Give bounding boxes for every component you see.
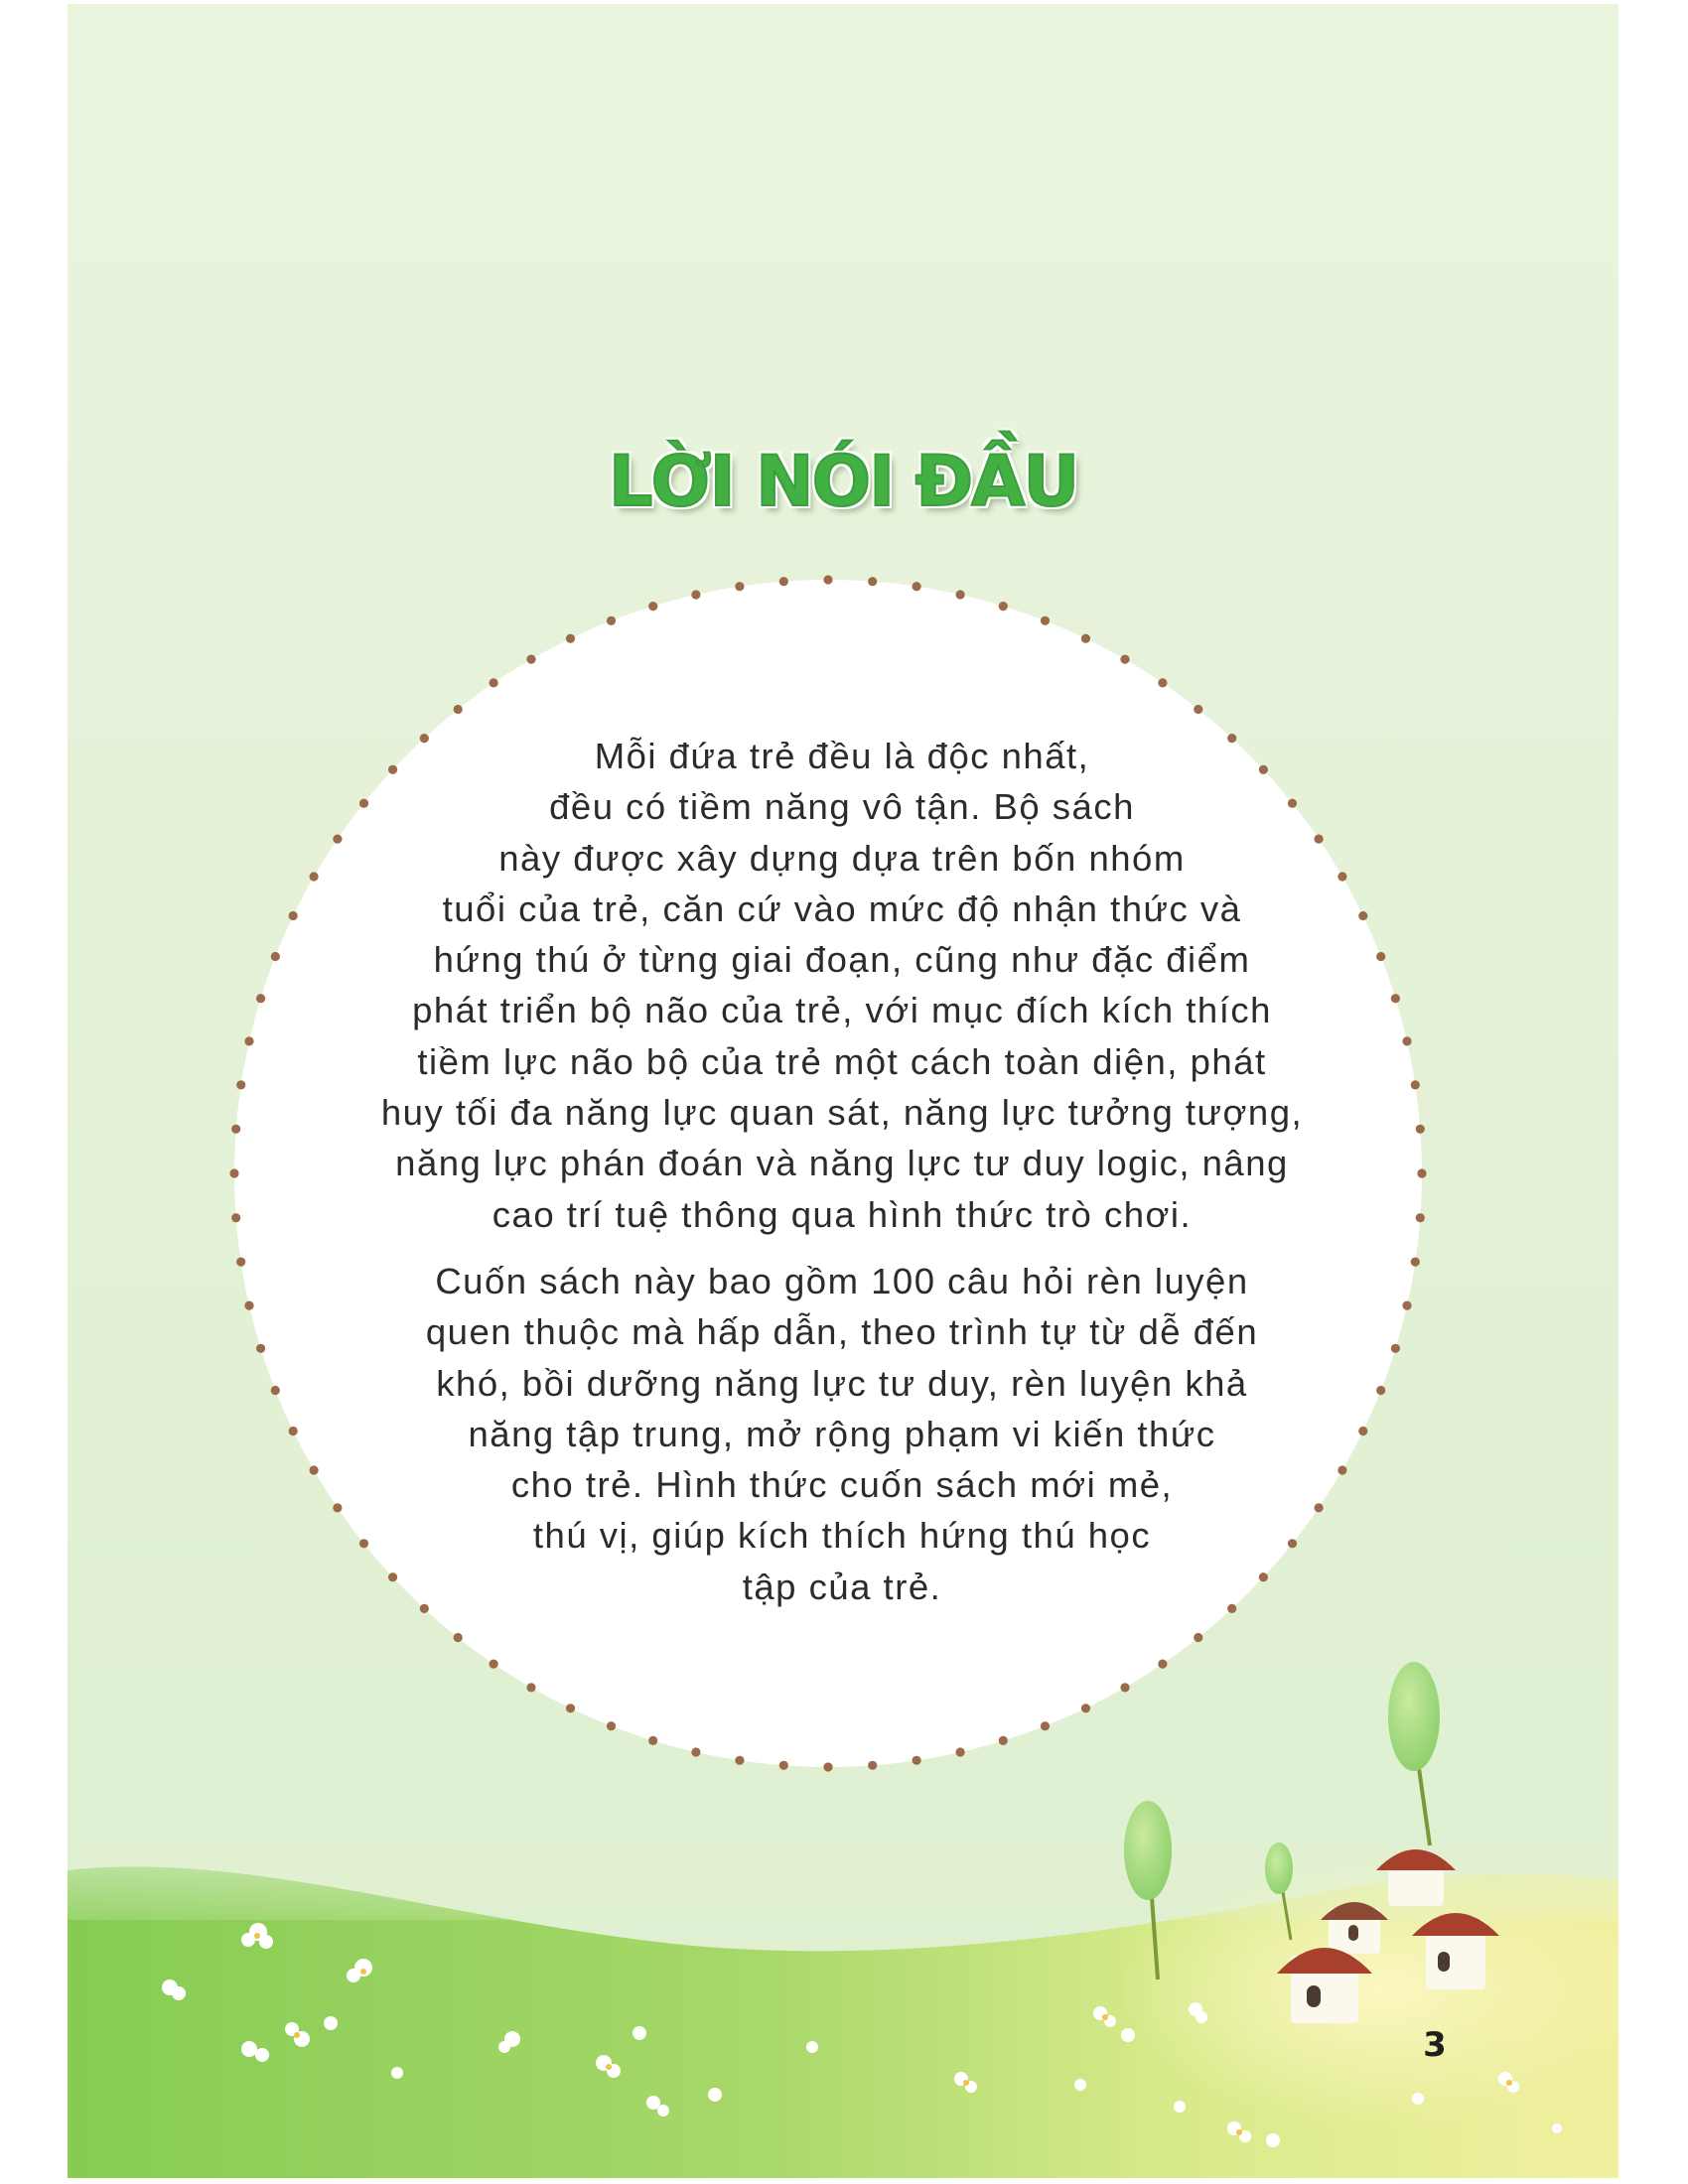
border-dot [1158,1660,1167,1669]
paragraph-2 [266,1256,1418,1612]
border-dot [691,590,700,599]
border-dot [913,1756,921,1765]
border-dot [236,1080,245,1089]
text-line: tiềm lực não bộ của trẻ một cách toàn diện, phát [417,1040,1267,1082]
border-dot [1158,678,1167,687]
border-dot [823,1762,832,1771]
preface-text [266,731,1418,1612]
border-dot [691,1747,700,1756]
border-dot [607,1721,616,1730]
text-line: huy tối đa năng lực quan sát, năng lực tưởng tượng, [380,1092,1304,1134]
text-line: cao trí tuệ thông qua hình thức trò chơi. [492,1193,1193,1235]
border-dot [244,1301,253,1310]
border-dot [999,602,1008,611]
border-dot [231,1213,240,1222]
border-dot [229,1168,238,1177]
border-dot [779,1761,788,1770]
border-dot [779,577,788,586]
border-dot [956,590,965,599]
text-line: tập của trẻ. [742,1566,942,1607]
border-dot [648,602,657,611]
text-line: này được xây dựng dựa trên bốn nhóm [498,837,1186,879]
border-dot [1041,1721,1050,1730]
border-dot [648,1736,657,1745]
border-dot [566,634,575,643]
border-dot [490,678,498,687]
border-dot [607,616,616,625]
text-line: quen thuộc mà hấp dẫn, theo trình tự từ dễ đến [425,1311,1259,1353]
border-dot [868,577,877,586]
border-dot [999,1736,1008,1745]
text-line: đều có tiềm năng vô tận. Bộ sách [549,786,1135,828]
border-dot [1081,1704,1090,1712]
border-dot [490,1660,498,1669]
border-dot [526,1683,535,1692]
text-line: tuổi của trẻ, căn cứ vào mức độ nhận thức và [442,887,1242,929]
text-line: cho trẻ. Hình thức cuốn sách mới mẻ, [510,1464,1174,1506]
border-dot [454,1633,463,1642]
border-dot [566,1704,575,1712]
border-dot [526,655,535,664]
border-dot [735,1756,744,1765]
border-dot [231,1125,240,1134]
border-dot [454,705,463,714]
paragraph-1 [266,731,1418,1240]
border-dot [1041,616,1050,625]
border-dot [1417,1168,1426,1177]
border-dot [735,582,744,591]
text-line: năng tập trung, mở rộng phạm vi kiến thức [468,1413,1216,1454]
border-dot [256,994,265,1003]
border-dot [1120,1683,1129,1692]
text-line: Cuốn sách này bao gồm 100 câu hỏi rèn luyện [435,1260,1249,1301]
book-page [68,4,1618,2178]
border-dot [956,1747,965,1756]
border-dot [244,1036,253,1045]
text-line: năng lực phán đoán và năng lực tư duy logic, nâng [395,1143,1289,1184]
border-dot [913,582,921,591]
text-line: Mỗi đứa trẻ đều là độc nhất, [594,736,1090,776]
text-line: hứng thú ở từng giai đoạn, cũng như đặc điểm [433,939,1251,981]
page-number: 3 [1423,2025,1447,2065]
border-dot [823,575,832,584]
text-line: khó, bồi dưỡng năng lực tư duy, rèn luyện khả [436,1362,1248,1404]
border-dot [236,1258,245,1267]
border-dot [1194,705,1202,714]
border-dot [1120,655,1129,664]
page-title: LỜI NÓI ĐẦU [608,441,1078,522]
border-dot [1194,1633,1202,1642]
border-dot [256,1344,265,1353]
text-line: phát triển bộ não của trẻ, với mục đích kích thích [412,990,1272,1031]
border-dot [1081,634,1090,643]
text-line: thú vị, giúp kích thích hứng thú học [532,1515,1152,1557]
border-dot [868,1761,877,1770]
